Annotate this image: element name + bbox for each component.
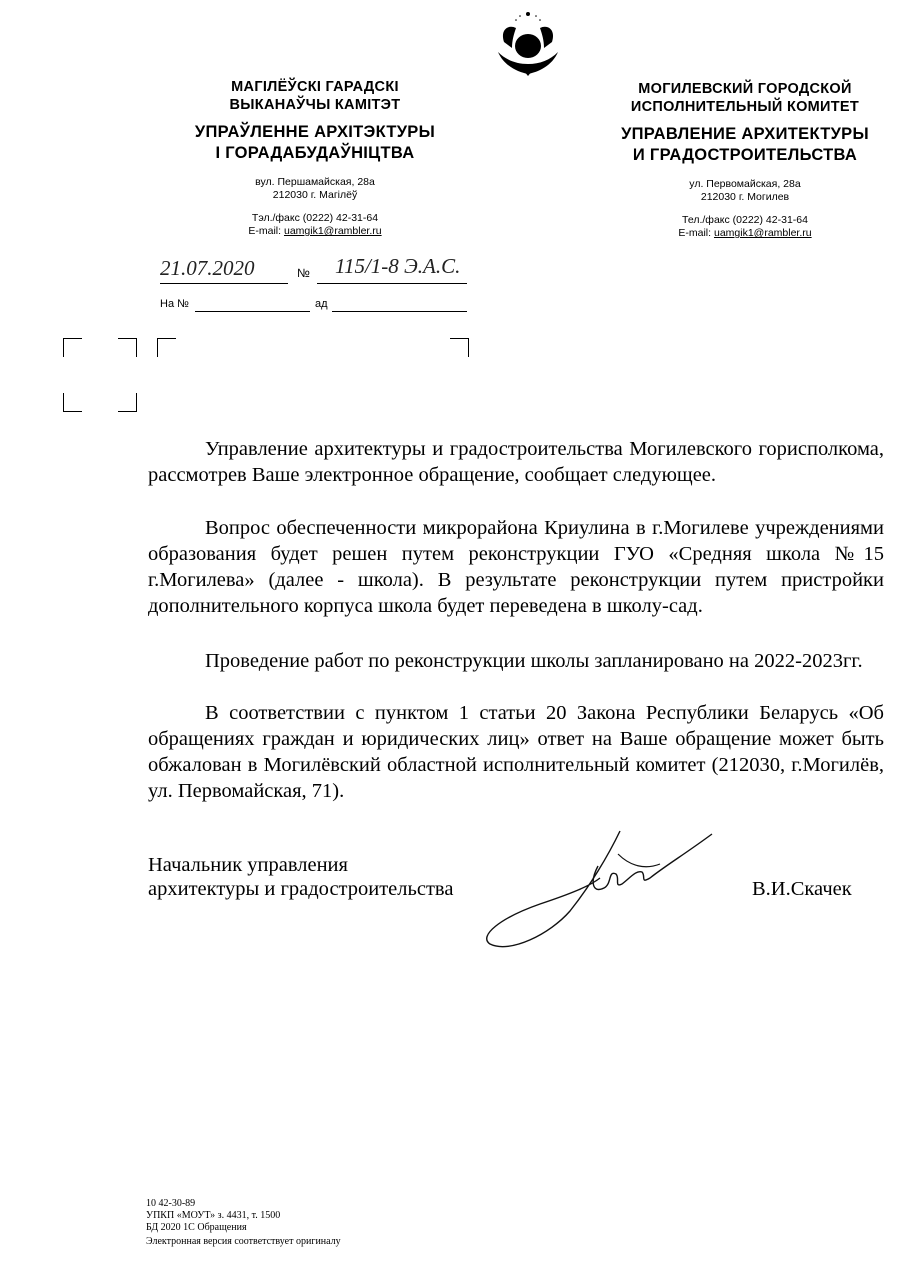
email-link[interactable]: uamgik1@rambler.ru bbox=[283, 225, 382, 237]
address-corner-bottom-right bbox=[118, 393, 137, 412]
dept-name-line1: УПРАВЛЕНИЕ АРХИТЕКТУРЫ bbox=[621, 125, 869, 143]
signatory-position-line2: архитектуры и градостроительства bbox=[148, 878, 454, 900]
signatory-name: В.И.Скачек bbox=[752, 878, 852, 900]
number-underline bbox=[317, 283, 467, 284]
phone: Тэл./факс (0222) 42-31-64 bbox=[251, 212, 379, 224]
address-corner-top-right bbox=[118, 338, 137, 357]
ref-label: На № bbox=[160, 298, 189, 310]
letterhead-left bbox=[170, 78, 460, 238]
address-corner-top-left bbox=[63, 338, 82, 357]
footer-print-info: УПКП «МОУТ» з. 4431, т. 1500 bbox=[146, 1210, 281, 1221]
address-line1: вул. Першамайская, 28а bbox=[255, 176, 375, 188]
ref-number-underline bbox=[195, 311, 310, 312]
org-name-line1: МОГИЛЕВСКИЙ ГОРОДСКОЙ bbox=[638, 81, 852, 97]
coat-of-arms-emblem bbox=[490, 8, 566, 78]
dept-name-line2: И ГРАДОСТРОИТЕЛЬСТВА bbox=[632, 146, 858, 164]
ref-date-underline bbox=[332, 311, 467, 312]
body-paragraph-1: Управление архитектуры и градостроительства Могилевского горисполкома, рассмотрев Ваше электронное обращение, сообщает следующее. bbox=[148, 438, 884, 486]
footer-phone: 10 42-30-89 bbox=[146, 1198, 196, 1209]
letterhead-right bbox=[600, 80, 890, 240]
footer-db-info: БД 2020 1С Обращения bbox=[146, 1222, 247, 1233]
handwritten-date: 21.07.2020 bbox=[160, 256, 255, 280]
reply-corner-top-left bbox=[157, 338, 176, 357]
body-paragraph-2: Вопрос обеспеченности микрорайона Криулина в г.Могилеве учреждениями образования будет решен путем реконструкции ГУО «Средняя школа №15 г.Могилева» (далее - школа). В результате реконструкции путем пристройки дополнительного корпуса школа будет переведена в школу-сад. bbox=[148, 517, 884, 617]
dept-name-line1: УПРАЎЛЕННЕ АРХІТЭКТУРЫ bbox=[194, 123, 436, 141]
footer-electronic-note: Электронная версия соответствует оригиналу bbox=[146, 1236, 341, 1247]
org-name-line1: МАГІЛЁЎСКІ ГАРАДСКІ bbox=[231, 79, 399, 95]
body-paragraph-3: Проведение работ по реконструкции школы запланировано на 2022-2023гг. bbox=[205, 650, 863, 672]
phone: Тел./факс (0222) 42-31-64 bbox=[682, 214, 808, 226]
signatory-position-line1: Начальник управления bbox=[148, 854, 348, 876]
email-link[interactable]: uamgik1@rambler.ru bbox=[713, 227, 812, 239]
address-line2: 212030 г. Магілёў bbox=[272, 189, 358, 201]
email-line bbox=[600, 227, 890, 240]
handwritten-number: 115/1-8 Э.А.С. bbox=[335, 254, 461, 278]
org-name-line2: ВЫКАНАЎЧЫ КАМІТЭТ bbox=[229, 97, 401, 113]
handwritten-signature bbox=[480, 826, 720, 954]
body-paragraph-4: В соответствии с пунктом 1 статьи 20 Закона Республики Беларусь «Об обращениях граждан и юридических лиц» ответ на Ваше обращение может быть обжалован в Могилёвский областной исполнительный комитет (212030, г.Могилёв, ул. Первомайская, 71). bbox=[148, 702, 884, 802]
address-line1: ул. Первомайская, 28а bbox=[689, 178, 801, 190]
footer-block bbox=[146, 1198, 341, 1248]
reply-corner-top-right bbox=[450, 338, 469, 357]
date-underline bbox=[160, 283, 288, 284]
address-line2: 212030 г. Могилев bbox=[700, 191, 790, 203]
org-name-line2: ИСПОЛНИТЕЛЬНЫЙ КОМИТЕТ bbox=[630, 99, 860, 115]
address-corner-bottom-left bbox=[63, 393, 82, 412]
number-label: № bbox=[297, 266, 310, 280]
email-label: E-mail: bbox=[678, 227, 714, 239]
ref-from-label: ад bbox=[315, 298, 328, 310]
email-line bbox=[170, 225, 460, 238]
email-label: E-mail: bbox=[248, 225, 284, 237]
dept-name-line2: І ГОРАДАБУДАЎНІЦТВА bbox=[215, 144, 415, 162]
